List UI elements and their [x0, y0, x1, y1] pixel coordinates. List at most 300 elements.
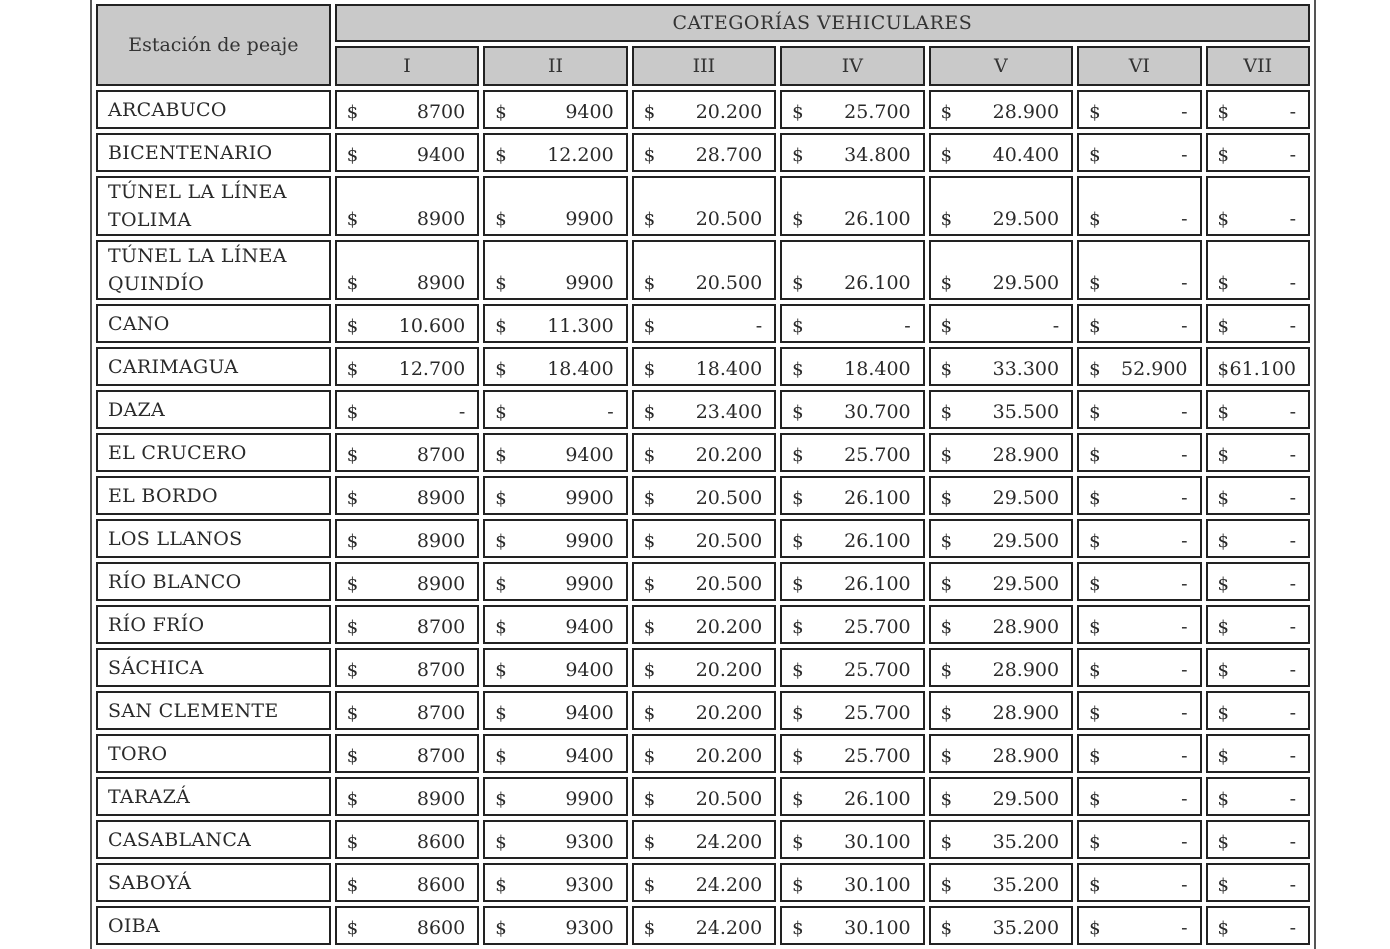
station-name: [96, 519, 331, 558]
station-name-line: TÚNEL LA LÍNEA: [108, 181, 287, 203]
currency-symbol: $: [792, 703, 804, 724]
table-row: [96, 691, 1310, 730]
toll-cell: [1077, 734, 1201, 773]
toll-amount: -: [1289, 144, 1296, 166]
currency-symbol: $: [1217, 875, 1229, 896]
currency-symbol: $: [1217, 660, 1229, 681]
toll-amount: -: [1181, 487, 1188, 509]
currency-symbol: $: [643, 789, 656, 810]
currency-symbol: $: [792, 145, 804, 166]
currency-symbol: $: [940, 445, 953, 466]
table-row: [96, 176, 1310, 236]
toll-amount: 52.900: [1121, 358, 1188, 380]
currency-symbol: $: [1089, 703, 1101, 724]
currency-symbol: $: [643, 145, 656, 166]
toll-amount: 9300: [565, 831, 614, 853]
toll-cell: [632, 605, 776, 644]
currency-symbol: $: [792, 209, 804, 230]
currency-symbol: $: [346, 832, 359, 853]
toll-amount: 29.500: [992, 272, 1060, 294]
toll-cell: [483, 777, 627, 816]
station-name: [96, 605, 331, 644]
toll-amount: 28.900: [992, 745, 1060, 767]
toll-cell: [780, 691, 924, 730]
category-header: III: [632, 46, 776, 86]
currency-symbol: $: [1089, 316, 1101, 337]
currency-symbol: $: [346, 875, 359, 896]
currency-symbol: $: [792, 359, 804, 380]
toll-amount: 35.500: [992, 401, 1060, 423]
table-row: [96, 304, 1310, 343]
toll-amount: -: [1181, 401, 1188, 423]
toll-amount: 26.100: [844, 487, 911, 509]
toll-amount: -: [904, 315, 911, 337]
toll-cell: [929, 605, 1073, 644]
currency-symbol: $: [1089, 617, 1101, 638]
toll-amount: 8900: [416, 272, 466, 294]
toll-cell: [1206, 133, 1310, 172]
toll-amount: 12.700: [398, 358, 466, 380]
currency-symbol: $: [1217, 102, 1229, 123]
toll-cell: [632, 820, 776, 859]
toll-amount: 9900: [565, 788, 614, 810]
toll-amount: 20.500: [695, 530, 763, 552]
station-name: [96, 390, 331, 429]
toll-amount: -: [1181, 616, 1188, 638]
toll-amount: 8900: [416, 573, 466, 595]
currency-symbol: $: [1089, 145, 1101, 166]
toll-amount: 10.600: [398, 315, 466, 337]
toll-amount: -: [1181, 101, 1188, 123]
currency-symbol: $: [495, 789, 507, 810]
toll-cell: [929, 433, 1073, 472]
toll-amount: -: [1181, 530, 1188, 552]
currency-symbol: $: [643, 703, 656, 724]
toll-amount: 26.100: [844, 573, 911, 595]
toll-cell: [780, 605, 924, 644]
toll-cell: [1077, 648, 1201, 687]
station-name-line: SÁCHICA: [108, 656, 204, 679]
currency-symbol: $: [792, 875, 804, 896]
toll-cell: [483, 906, 627, 945]
toll-amount: 34.800: [844, 144, 911, 166]
toll-amount: 8700: [416, 702, 466, 724]
toll-amount: -: [1181, 444, 1188, 466]
currency-symbol: $: [792, 660, 804, 681]
toll-amount: 8600: [416, 874, 466, 896]
table-row: [96, 820, 1310, 859]
toll-cell: [1077, 820, 1201, 859]
toll-amount: 18.400: [844, 358, 911, 380]
toll-amount: -: [755, 315, 763, 337]
currency-symbol: $: [346, 209, 359, 230]
toll-cell: [1206, 433, 1310, 472]
toll-amount: 18.400: [547, 358, 614, 380]
toll-amount: 8700: [416, 745, 466, 767]
toll-cell: [483, 433, 627, 472]
station-name: [96, 562, 331, 601]
toll-amount: 26.100: [844, 208, 911, 230]
toll-cell: [1206, 240, 1310, 300]
toll-amount: 8700: [416, 659, 466, 681]
toll-amount: -: [1289, 487, 1296, 509]
currency-symbol: $: [1089, 746, 1101, 767]
toll-amount: -: [1181, 874, 1188, 896]
toll-cell: [1077, 133, 1201, 172]
toll-amount: -: [1289, 444, 1296, 466]
toll-cell: [483, 605, 627, 644]
currency-symbol: $: [346, 102, 359, 123]
toll-amount: 28.900: [992, 444, 1060, 466]
toll-amount: 9900: [565, 573, 614, 595]
toll-cell: [632, 648, 776, 687]
currency-symbol: $: [346, 145, 359, 166]
currency-symbol: $: [1217, 574, 1229, 595]
currency-symbol: $: [346, 488, 359, 509]
table-row: [96, 347, 1310, 386]
station-name: [96, 777, 331, 816]
toll-amount: -: [1181, 745, 1188, 767]
toll-cell: [335, 605, 479, 644]
currency-symbol: $: [346, 273, 359, 294]
toll-cell: [632, 519, 776, 558]
toll-cell: [1206, 734, 1310, 773]
toll-amount: 8900: [416, 208, 466, 230]
toll-cell: [483, 519, 627, 558]
station-name: [96, 240, 331, 300]
toll-amount: 25.700: [844, 745, 911, 767]
currency-symbol: $: [792, 445, 804, 466]
toll-amount: 28.900: [992, 659, 1060, 681]
toll-amount: 20.200: [695, 444, 763, 466]
toll-cell: [1206, 777, 1310, 816]
toll-cell: [632, 176, 776, 236]
currency-symbol: $: [1089, 445, 1101, 466]
station-name-line: EL BORDO: [108, 484, 218, 507]
toll-cell: [335, 863, 479, 902]
toll-cell: [335, 691, 479, 730]
toll-cell: [632, 240, 776, 300]
toll-amount: -: [1289, 401, 1296, 423]
station-column-header: Estación de peaje: [96, 4, 331, 86]
toll-amount: -: [1289, 831, 1296, 853]
currency-symbol: $: [1089, 875, 1101, 896]
currency-symbol: $: [495, 660, 507, 681]
currency-symbol: $: [940, 789, 953, 810]
station-name: [96, 648, 331, 687]
toll-cell: [780, 390, 924, 429]
toll-cell: [335, 476, 479, 515]
toll-cell: [1077, 605, 1201, 644]
station-name-line: ARCABUCO: [108, 98, 227, 121]
toll-cell: [483, 133, 627, 172]
toll-cell: [483, 476, 627, 515]
toll-amount: 8700: [416, 444, 466, 466]
toll-amount: -: [1289, 745, 1296, 767]
table-row: [96, 90, 1310, 129]
toll-amount: -: [1181, 831, 1188, 853]
toll-cell: [780, 863, 924, 902]
toll-cell: [929, 347, 1073, 386]
toll-amount: 12.200: [547, 144, 614, 166]
toll-cell: [929, 820, 1073, 859]
toll-cell: [1206, 390, 1310, 429]
table-row: [96, 605, 1310, 644]
station-name: [96, 863, 331, 902]
toll-amount: 25.700: [844, 444, 911, 466]
currency-symbol: $: [792, 617, 804, 638]
currency-symbol: $: [1217, 746, 1229, 767]
toll-cell: [929, 691, 1073, 730]
currency-symbol: $: [346, 746, 359, 767]
vehicle-categories-header: CATEGORÍAS VEHICULARES: [335, 4, 1310, 42]
toll-amount: 23.400: [695, 401, 763, 423]
toll-amount: 9400: [565, 101, 614, 123]
currency-symbol: $: [346, 445, 359, 466]
currency-symbol: $: [495, 832, 507, 853]
currency-symbol: $: [792, 832, 804, 853]
currency-symbol: $: [792, 789, 804, 810]
currency-symbol: $: [940, 102, 953, 123]
toll-cell: [1206, 863, 1310, 902]
toll-amount: 61.100: [1229, 358, 1296, 380]
toll-cell: [335, 820, 479, 859]
toll-cell: [1206, 820, 1310, 859]
toll-amount: 20.500: [695, 272, 763, 294]
toll-amount: 8900: [416, 788, 466, 810]
toll-cell: [335, 176, 479, 236]
toll-cell: [929, 133, 1073, 172]
currency-symbol: $: [792, 316, 804, 337]
toll-cell: [483, 347, 627, 386]
toll-amount: -: [1181, 272, 1188, 294]
toll-cell: [483, 390, 627, 429]
toll-amount: 20.200: [695, 659, 763, 681]
toll-rates-table: [92, 0, 1314, 949]
currency-symbol: $: [495, 273, 507, 294]
currency-symbol: $: [495, 746, 507, 767]
toll-amount: -: [1289, 101, 1296, 123]
station-name-line: OIBA: [108, 914, 160, 937]
toll-cell: [632, 390, 776, 429]
toll-cell: [1206, 176, 1310, 236]
toll-cell: [1206, 476, 1310, 515]
currency-symbol: $: [495, 209, 507, 230]
toll-cell: [1077, 304, 1201, 343]
currency-symbol: $: [940, 746, 953, 767]
toll-amount: 8600: [416, 831, 466, 853]
category-header: I: [335, 46, 479, 86]
currency-symbol: $: [643, 574, 656, 595]
toll-cell: [929, 476, 1073, 515]
toll-amount: 9300: [565, 917, 614, 939]
toll-amount: 20.200: [695, 616, 763, 638]
toll-cell: [335, 347, 479, 386]
station-name-line: EL CRUCERO: [108, 441, 247, 464]
toll-cell: [929, 734, 1073, 773]
currency-symbol: $: [495, 488, 507, 509]
toll-amount: 30.100: [844, 917, 911, 939]
currency-symbol: $: [792, 402, 804, 423]
toll-cell: [1077, 90, 1201, 129]
category-header: VII: [1206, 46, 1310, 86]
toll-amount: 8900: [416, 530, 466, 552]
currency-symbol: $: [495, 445, 507, 466]
toll-cell: [632, 90, 776, 129]
table-row: [96, 433, 1310, 472]
toll-amount: -: [1289, 272, 1296, 294]
station-name: [96, 304, 331, 343]
currency-symbol: $: [940, 209, 953, 230]
toll-cell: [1206, 304, 1310, 343]
currency-symbol: $: [346, 918, 359, 939]
currency-symbol: $: [792, 273, 804, 294]
currency-symbol: $: [495, 875, 507, 896]
toll-cell: [929, 519, 1073, 558]
station-name: [96, 133, 331, 172]
currency-symbol: $: [1217, 703, 1229, 724]
toll-cell: [780, 176, 924, 236]
toll-amount: -: [1181, 917, 1188, 939]
toll-amount: 20.500: [695, 573, 763, 595]
station-name: [96, 476, 331, 515]
station-name-line: CASABLANCA: [108, 828, 252, 851]
toll-cell: [632, 433, 776, 472]
toll-cell: [632, 133, 776, 172]
toll-amount: -: [1289, 917, 1296, 939]
station-name: [96, 691, 331, 730]
currency-symbol: $: [1089, 359, 1101, 380]
currency-symbol: $: [495, 102, 507, 123]
toll-amount: -: [1289, 208, 1296, 230]
toll-amount: 9400: [565, 444, 614, 466]
currency-symbol: $: [1217, 789, 1229, 810]
toll-amount: 28.900: [992, 702, 1060, 724]
toll-amount: 20.200: [695, 101, 763, 123]
toll-amount: -: [1289, 659, 1296, 681]
currency-symbol: $: [792, 531, 804, 552]
toll-amount: 9900: [565, 208, 614, 230]
toll-cell: [780, 648, 924, 687]
currency-symbol: $: [792, 574, 804, 595]
toll-cell: [335, 90, 479, 129]
toll-cell: [929, 240, 1073, 300]
toll-amount: 9300: [565, 874, 614, 896]
currency-symbol: $: [495, 617, 507, 638]
currency-symbol: $: [1217, 316, 1229, 337]
station-name-line: DAZA: [108, 398, 166, 421]
currency-symbol: $: [643, 660, 656, 681]
toll-amount: -: [1289, 702, 1296, 724]
toll-cell: [483, 734, 627, 773]
toll-cell: [1077, 691, 1201, 730]
station-name: [96, 347, 331, 386]
toll-cell: [1077, 476, 1201, 515]
toll-cell: [929, 304, 1073, 343]
currency-symbol: $: [495, 359, 507, 380]
currency-symbol: $: [1217, 617, 1229, 638]
toll-cell: [483, 820, 627, 859]
table-row: [96, 133, 1310, 172]
toll-cell: [1077, 519, 1201, 558]
station-name-line: SAN CLEMENTE: [108, 699, 279, 722]
currency-symbol: $: [643, 746, 656, 767]
station-name-line: TARAZÁ: [108, 785, 191, 808]
toll-cell: [483, 176, 627, 236]
toll-amount: 28.700: [695, 144, 763, 166]
toll-amount: 35.200: [992, 874, 1060, 896]
table-row: [96, 519, 1310, 558]
currency-symbol: $: [643, 832, 656, 853]
currency-symbol: $: [643, 359, 656, 380]
station-name: [96, 90, 331, 129]
toll-cell: [335, 906, 479, 945]
toll-cell: [1206, 347, 1310, 386]
toll-amount: 40.400: [992, 144, 1060, 166]
currency-symbol: $: [1089, 273, 1101, 294]
toll-cell: [335, 734, 479, 773]
currency-symbol: $: [1217, 359, 1229, 380]
currency-symbol: $: [346, 359, 359, 380]
toll-amount: 8900: [416, 487, 466, 509]
toll-amount: 25.700: [844, 616, 911, 638]
currency-symbol: $: [1217, 209, 1229, 230]
station-name-line: CARIMAGUA: [108, 355, 239, 378]
toll-amount: 18.400: [695, 358, 763, 380]
currency-symbol: $: [792, 488, 804, 509]
toll-amount: 26.100: [844, 272, 911, 294]
currency-symbol: $: [643, 617, 656, 638]
toll-cell: [780, 304, 924, 343]
toll-amount: 26.100: [844, 530, 911, 552]
table-header: [96, 4, 1310, 86]
toll-cell: [780, 906, 924, 945]
toll-cell: [335, 304, 479, 343]
toll-amount: 33.300: [992, 358, 1060, 380]
table-row: [96, 906, 1310, 945]
station-name-line: LOS LLANOS: [108, 527, 243, 550]
toll-cell: [483, 562, 627, 601]
currency-symbol: $: [1089, 789, 1101, 810]
table-row: [96, 777, 1310, 816]
currency-symbol: $: [346, 574, 359, 595]
currency-symbol: $: [346, 789, 359, 810]
currency-symbol: $: [643, 316, 656, 337]
category-header: V: [929, 46, 1073, 86]
toll-cell: [780, 777, 924, 816]
currency-symbol: $: [940, 145, 953, 166]
toll-cell: [483, 691, 627, 730]
toll-amount: -: [1289, 573, 1296, 595]
toll-cell: [335, 648, 479, 687]
toll-amount: 25.700: [844, 659, 911, 681]
toll-cell: [483, 304, 627, 343]
toll-cell: [1077, 777, 1201, 816]
currency-symbol: $: [940, 531, 953, 552]
toll-amount: -: [1181, 315, 1188, 337]
currency-symbol: $: [940, 316, 953, 337]
currency-symbol: $: [495, 703, 507, 724]
currency-symbol: $: [495, 316, 507, 337]
table-row: [96, 390, 1310, 429]
currency-symbol: $: [792, 918, 804, 939]
currency-symbol: $: [1217, 918, 1229, 939]
currency-symbol: $: [643, 445, 656, 466]
currency-symbol: $: [495, 145, 507, 166]
currency-symbol: $: [643, 102, 656, 123]
currency-symbol: $: [1217, 488, 1229, 509]
toll-amount: 20.200: [695, 702, 763, 724]
